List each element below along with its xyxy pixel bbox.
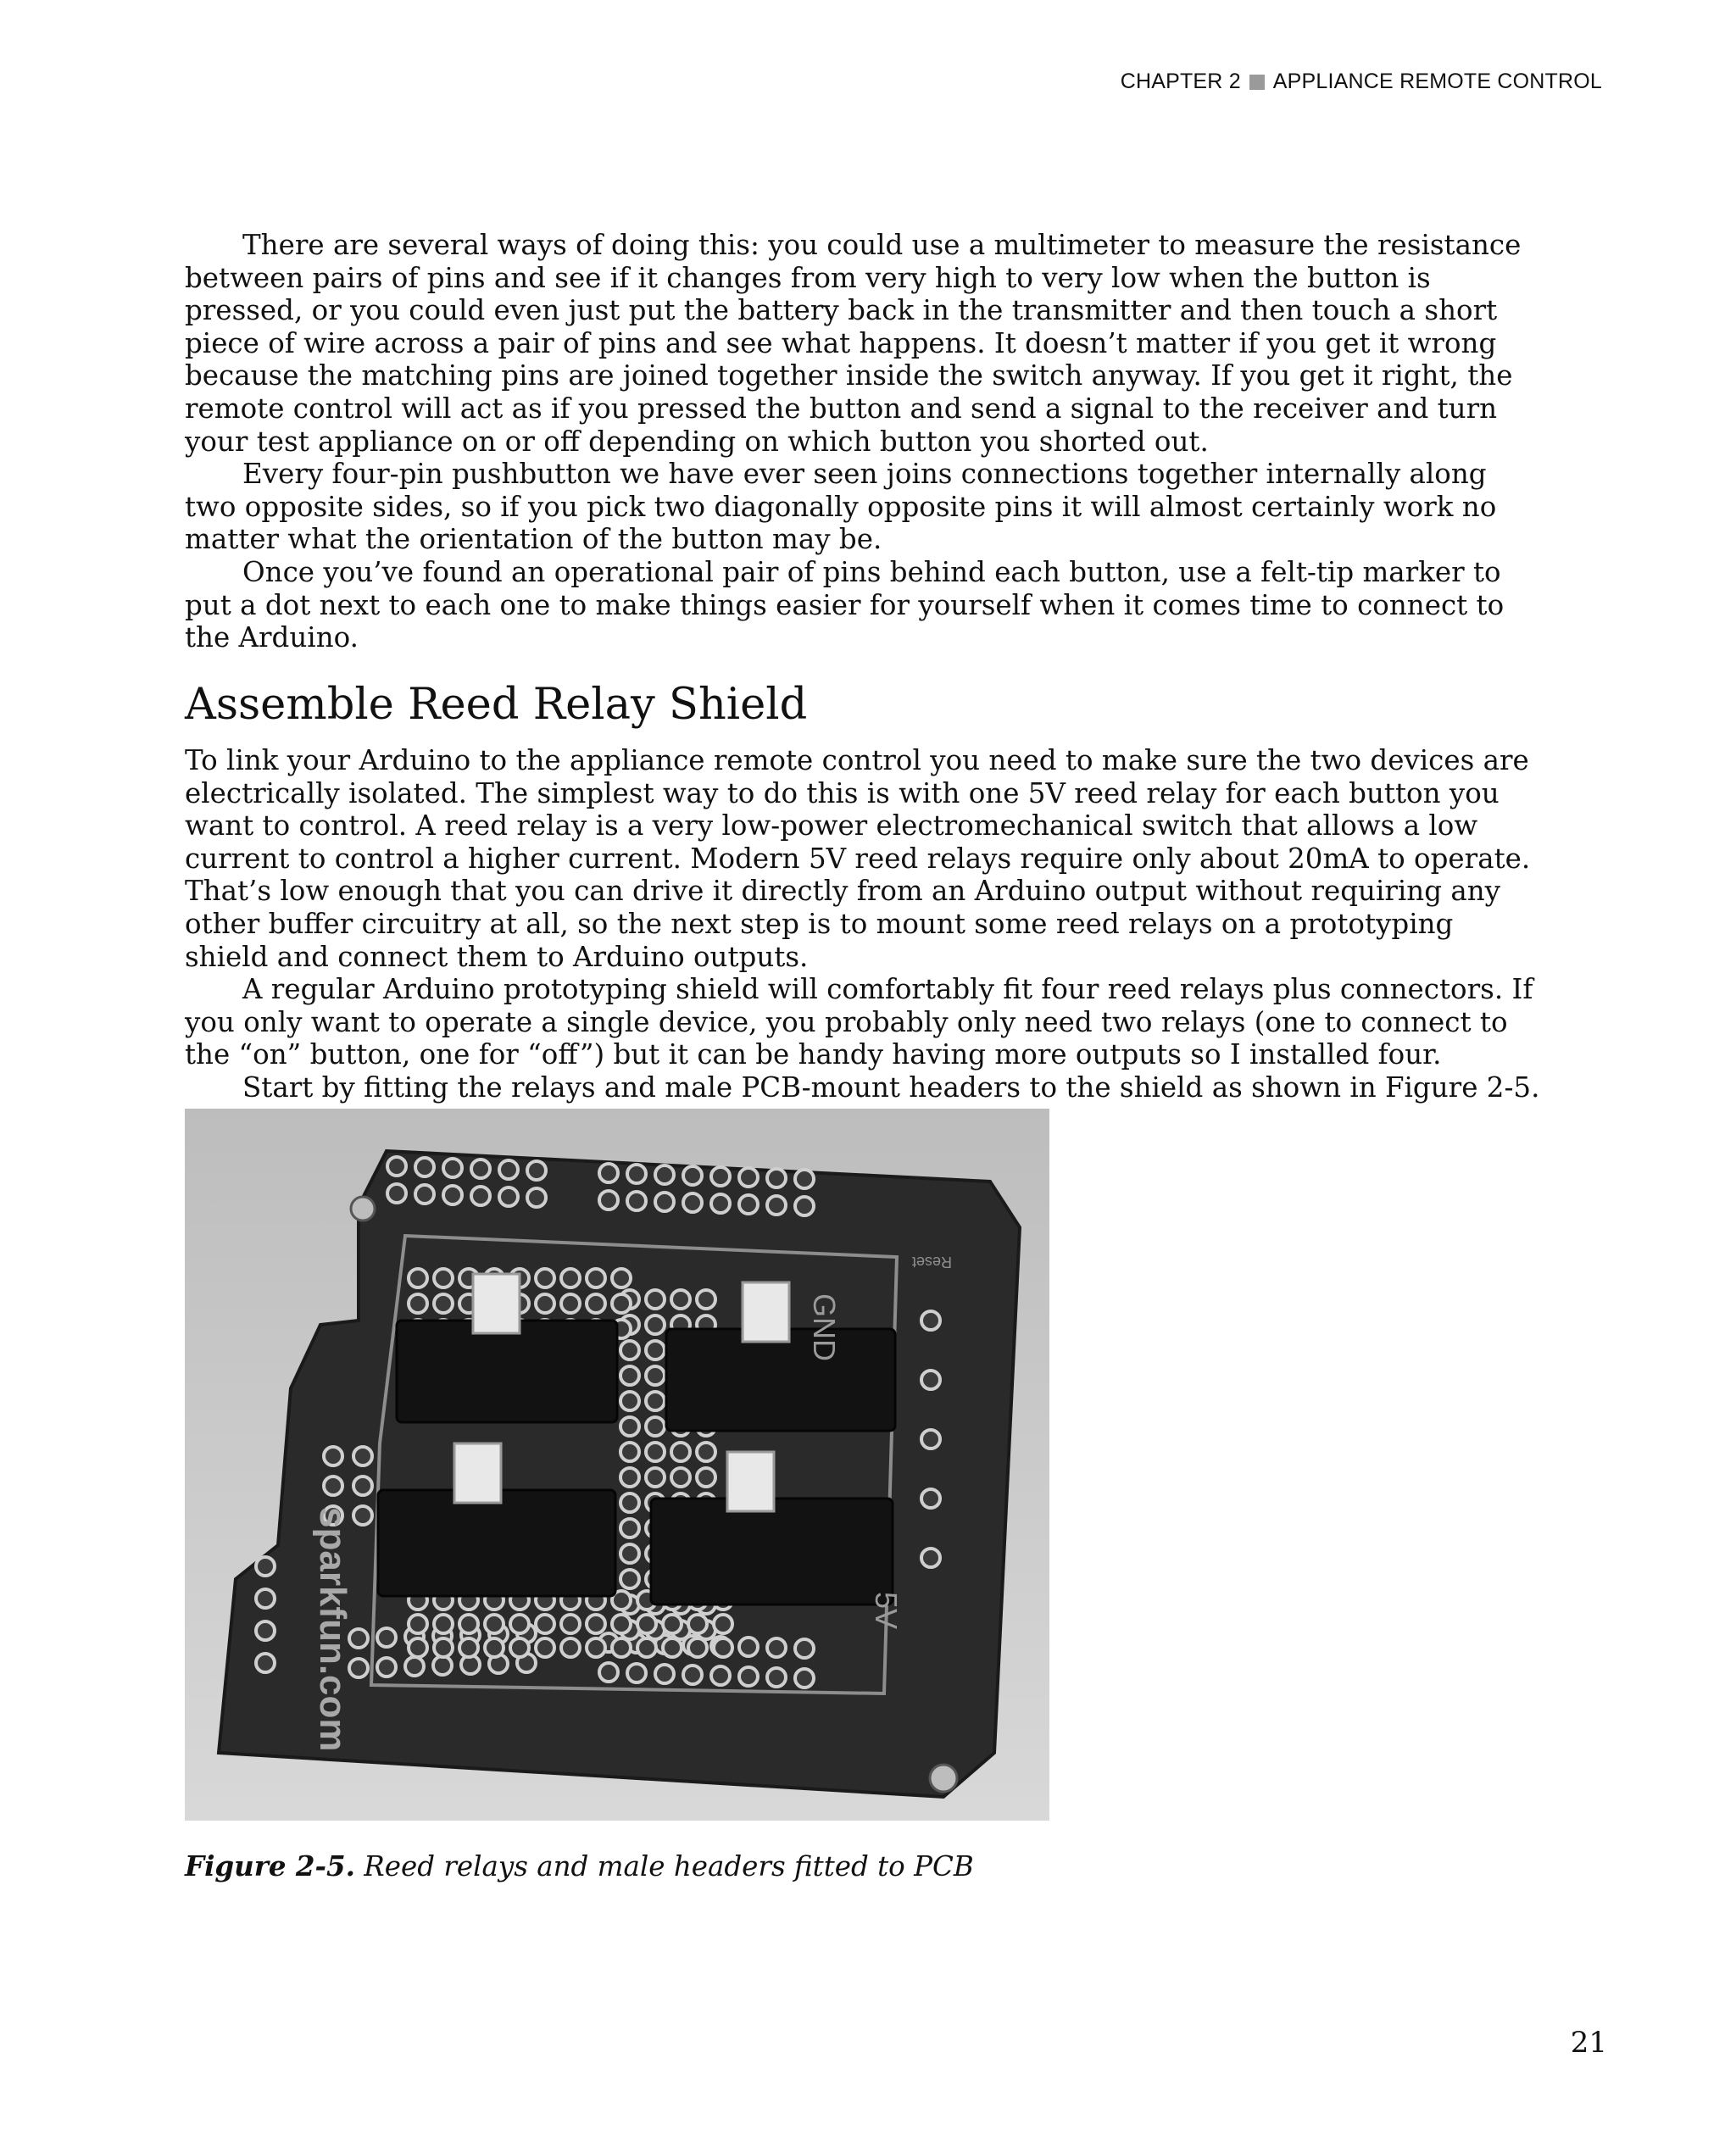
intro-text-block [185,229,1541,654]
pcb-pad [353,1447,372,1465]
pcb-pad [536,1294,554,1313]
pcb-pad [683,1193,702,1212]
pcb-pad [256,1621,275,1640]
pcb-pad [711,1167,730,1186]
pcb-pad [485,1638,504,1657]
pcb-pad [434,1615,453,1633]
pcb-pad [409,1269,427,1287]
pcb-pad [620,1417,639,1436]
pcb-pad [434,1294,453,1313]
pcb-pad [739,1638,758,1656]
pcb-pad [921,1371,940,1389]
pcb-pad [256,1654,275,1672]
relay-body [397,1321,617,1422]
pcb-pad [646,1366,665,1385]
pcb-pad [434,1269,453,1287]
pcb-pad [620,1544,639,1563]
pcb-pad [646,1417,665,1436]
male-header [454,1443,501,1503]
paragraph: Once you’ve found an operational pair of pins behind each button, use a felt-tip marker to put a dot next to each one to make things easier for yourself when it comes time to connect to the Arduino. [185,555,1505,654]
pcb-pad [655,1193,674,1211]
paragraph: To link your Arduino to the appliance remote control you need to make sure the two devices are electrically isolated. The simplest way to do this is with one 5V reed relay for each button you want to control. A reed relay is a very low-power electromechanical switch that allows a low current to control a higher current. Modern 5V reed relays require only about 20mA to operate. That’s low enough that you can drive it directly from an Arduino output without requiring any other buffer circuitry at all, so the next step is to mount some reed relays on a prototyping shield and connect them to Arduino outputs. [185,744,1531,973]
pcb-pad [663,1638,682,1657]
pcb-illustration [185,1109,1049,1821]
pcb-pad [587,1638,605,1657]
pcb-pad [795,1170,814,1188]
section-text-block [185,744,1541,1104]
reset-label: Reset [911,1254,952,1271]
pcb-pad [485,1615,504,1633]
pcb-pad [599,1164,618,1182]
pcb-pad [921,1489,940,1508]
pcb-pad [767,1169,786,1187]
pcb-pad [711,1666,730,1685]
sparkfun-logo-text: sparkfun.com [312,1507,353,1752]
pcb-pad [387,1184,406,1203]
pcb-pad [767,1638,786,1657]
pcb-pad [353,1506,372,1525]
pcb-pad [612,1294,631,1313]
pcb-pad [767,1196,786,1215]
pcb-pad [434,1638,453,1657]
pcb-pad [739,1667,758,1686]
pcb-pad [620,1570,639,1588]
pcb-pad [795,1669,814,1688]
pcb-pad [620,1468,639,1487]
pcb-pad [510,1615,529,1633]
pcb-pad [587,1294,605,1313]
pcb-pad [655,1665,674,1683]
pcb-pad [646,1392,665,1410]
pcb-pad [627,1192,646,1210]
pcb-pad [527,1188,546,1207]
pcb-pad [795,1639,814,1658]
pcb-pad [415,1158,434,1176]
pcb-pad [405,1657,424,1676]
male-header [743,1282,789,1342]
page-number: 21 [1570,2026,1607,2060]
pcb-pad [409,1638,427,1657]
pcb-pad [739,1195,758,1214]
running-head-title: APPLIANCE REMOTE CONTROL [1272,70,1602,93]
pcb-pad [471,1187,490,1205]
pcb-pad [711,1194,730,1213]
pcb-pad [612,1638,631,1657]
pcb-pad [627,1165,646,1183]
pcb-pad [646,1468,665,1487]
pcb-pad [353,1476,372,1495]
pcb-pad [714,1638,732,1657]
pcb-pad [459,1615,478,1633]
pcb-pad [620,1519,639,1538]
pcb-pad [587,1615,605,1633]
pcb-pad [921,1311,940,1330]
pcb-pad [459,1638,478,1657]
pcb-pad [671,1468,690,1487]
square-bullet-icon [1249,75,1265,90]
pcb-pad [536,1638,554,1657]
pcb-pad [433,1656,452,1675]
pcb-pad [795,1197,814,1215]
pcb-pad [683,1666,702,1684]
pcb-pad [510,1638,529,1657]
pcb-pad [256,1557,275,1576]
relay-body [651,1499,893,1604]
pcb-pad [620,1366,639,1385]
pcb-pad [921,1549,940,1567]
relay-body [378,1490,615,1596]
paragraph: Every four-pin pushbutton we have ever seen joins connections together internally along two opposite sides, so if you pick two diagonally opposite pins it will almost certainly work no matter what the orientation of the button may be. [185,458,1497,556]
pcb-pad [688,1615,707,1633]
pcb-pad [612,1269,631,1287]
pcb-pad [499,1187,518,1206]
pcb-pad [697,1443,715,1461]
pcb-pad [587,1269,605,1287]
pcb-pad [536,1269,554,1287]
running-head [1121,70,1602,94]
pcb-pad [637,1615,656,1633]
pcb-pad [671,1443,690,1461]
pcb-pad [499,1160,518,1179]
figure-caption-label: Figure 2-5. [185,1849,355,1882]
pcb-pad [409,1294,427,1313]
pcb-pad [663,1615,682,1633]
pcb-pad [443,1186,462,1204]
pcb-pad [561,1615,580,1633]
pcb-pad [415,1185,434,1204]
pcb-pad [646,1315,665,1334]
pcb-pad [612,1615,631,1633]
five-v-label: 5V [869,1592,904,1630]
pcb-pad [561,1294,580,1313]
pcb-pad [637,1638,656,1657]
pcb-pad [377,1628,396,1647]
figure-caption [185,1849,974,1882]
figure-caption-text: Reed relays and male headers fitted to PCB [354,1850,974,1882]
pcb-pad [688,1638,707,1657]
pcb-pad [646,1341,665,1360]
pcb-pad [683,1166,702,1185]
mounting-hole [930,1765,957,1792]
pcb-pad [561,1638,580,1657]
pcb-pad [627,1664,646,1682]
pcb-pad [767,1668,786,1687]
pcb-pad [443,1159,462,1177]
pcb-pad [599,1191,618,1210]
pcb-pad [561,1269,580,1287]
pcb-pad [324,1447,342,1465]
pcb-pad [697,1290,715,1309]
pcb-pad [646,1290,665,1309]
figure-pcb-photo [185,1109,1049,1821]
pcb-pad [620,1443,639,1461]
male-header [473,1274,520,1333]
pcb-pad [471,1159,490,1178]
running-head-chapter: CHAPTER 2 [1120,70,1241,93]
paragraph: There are several ways of doing this: you could use a multimeter to measure the resistance between pairs of pins and see if it changes from very high to very low when the button is pressed, or you could even just put the battery back in the transmitter and then touch a short piece of wire across a pair of pins and see what happens. It doesn’t matter if you get it wrong because the matching pins are joined together inside the switch anyway. If you get it right, the remote control will act as if you pressed the button and send a signal to the receiver and turn your test appliance on or off depending on which button you shorted out. [185,229,1522,458]
pcb-pad [739,1168,758,1187]
pcb-pad [377,1658,396,1677]
paragraph: A regular Arduino prototyping shield will comfortably fit four reed relays plus connectors. If you only want to operate a single device, you probably only need two relays (one to connect to the “on” button, one for “off”) but it can be handy having more outputs so I installed four. [185,973,1533,1071]
pcb-pad [387,1157,406,1176]
gnd-label: GND [807,1293,842,1361]
pcb-pad [714,1615,732,1633]
pcb-pad [620,1493,639,1512]
pcb-pad [599,1663,618,1682]
pcb-pad [646,1443,665,1461]
pcb-pad [697,1468,715,1487]
paragraph: Start by fitting the relays and male PCB-mount headers to the shield as shown in Figure 2-5. [242,1070,1540,1104]
mounting-hole [351,1197,375,1221]
pcb-pad [409,1615,427,1633]
pcb-pad [324,1476,342,1495]
pcb-pad [921,1430,940,1449]
pcb-pad [536,1615,554,1633]
pcb-pad [256,1589,275,1608]
pcb-pad [527,1161,546,1180]
pcb-pad [620,1341,639,1360]
pcb-pad [655,1165,674,1184]
section-heading: Assemble Reed Relay Shield [185,680,808,730]
male-header [727,1452,774,1511]
pcb-pad [671,1290,690,1309]
pcb-pad [620,1392,639,1410]
relay-body [666,1329,895,1431]
